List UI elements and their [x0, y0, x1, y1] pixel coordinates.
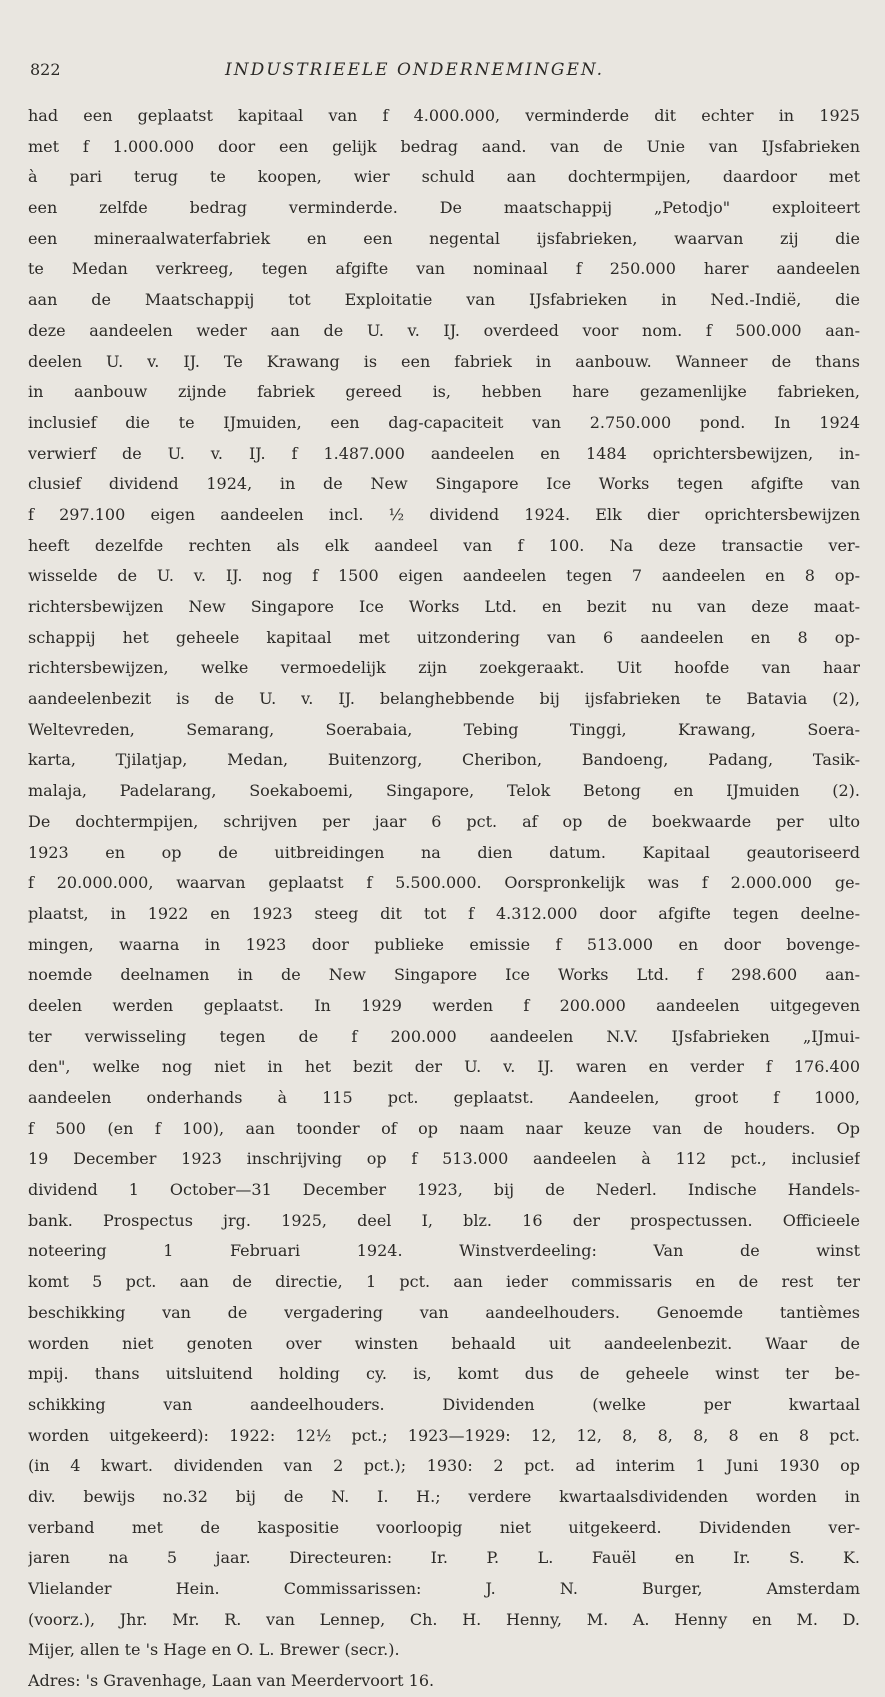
text-line: mpij. thans uitsluitend holding cy. is, komt dus de geheele winst ter be- [28, 1364, 860, 1384]
text-line: noteering 1 Februari 1924. Winstverdeeling: Van de winst [28, 1241, 860, 1261]
text-line: De dochtermpijen, schrijven per jaar 6 pct. af op de boekwaarde per ulto [28, 811, 860, 831]
text-line: deelen werden geplaatst. In 1929 werden f 200.000 aandeelen uitgegeven [28, 995, 860, 1015]
text-line: à pari terug te koopen, wier schuld aan dochtermpijen, daardoor met [28, 167, 860, 187]
text-line: een mineraalwaterfabriek en een negental ijsfabrieken, waarvan zij die [28, 228, 860, 248]
text-line: had een geplaatst kapitaal van f 4.000.000, verminderde dit echter in 1925 [28, 106, 860, 125]
text-line: f 297.100 eigen aandeelen incl. ½ dividend 1924. Elk dier oprichtersbewijzen [28, 504, 860, 524]
text-line: Vlielander Hein. Commissarissen: J. N. Burger, Amsterdam [28, 1579, 860, 1598]
text-line: bank. Prospectus jrg. 1925, deel I, blz. 16 der prospectussen. Officieele [28, 1210, 860, 1230]
text-line: verband met de kaspositie voorloopig niet uitgekeerd. Dividenden ver- [28, 1517, 860, 1537]
text-line: te Medan verkreeg, tegen afgifte van nominaal f 250.000 harer aandeelen [28, 259, 860, 279]
text-line: clusief dividend 1924, in de New Singapore Ice Works tegen afgifte van [28, 474, 860, 494]
page-header [30, 60, 830, 90]
text-line: f 20.000.000, waarvan geplaatst f 5.500.000. Oorspronkelijk was f 2.000.000 ge- [28, 873, 860, 893]
text-line: mingen, waarna in 1923 door publieke emissie f 513.000 en door bovenge- [28, 934, 860, 954]
text-line: inclusief die te IJmuiden, een dag-capaciteit van 2.750.000 pond. In 1924 [28, 412, 860, 432]
text-line: 19 December 1923 inschrijving op f 513.000 aandeelen à 112 pct., inclusief [28, 1149, 860, 1169]
text-line: (in 4 kwart. dividenden van 2 pct.); 1930: 2 pct. ad interim 1 Juni 1930 op [28, 1456, 860, 1476]
text-line: Adres: 's Gravenhage, Laan van Meerdervoort 16. [28, 1671, 435, 1691]
text-line: Weltevreden, Semarang, Soerabaia, Tebing Tinggi, Krawang, Soera- [28, 719, 860, 739]
running-title: INDUSTRIEELE ONDERNEMINGEN. [225, 60, 605, 80]
document-body [28, 101, 860, 1697]
text-line: den", welke nog niet in het bezit der U. v. IJ. waren en verder f 176.400 [28, 1057, 860, 1077]
text-line: plaatst, in 1922 en 1923 steeg dit tot f 4.312.000 door afgifte tegen deelne- [28, 903, 860, 923]
text-line: karta, Tjilatjap, Medan, Buitenzorg, Cheribon, Bandoeng, Padang, Tasik- [28, 750, 860, 770]
text-line: heeft dezelfde rechten als elk aandeel van f 100. Na deze transactie ver- [28, 535, 860, 555]
text-line: wisselde de U. v. IJ. nog f 1500 eigen aandeelen tegen 7 aandeelen en 8 op- [28, 566, 860, 586]
text-line: deze aandeelen weder aan de U. v. IJ. overdeed voor nom. f 500.000 aan- [28, 320, 860, 340]
text-line: richtersbewijzen New Singapore Ice Works Ltd. en bezit nu van deze maat- [28, 597, 860, 616]
text-line: (voorz.), Jhr. Mr. R. van Lennep, Ch. H. Henny, M. A. Henny en M. D. [28, 1609, 860, 1629]
text-line: f 500 (en f 100), aan toonder of op naam naar keuze van de houders. Op [28, 1118, 860, 1138]
text-line: aandeelen onderhands à 115 pct. geplaatst. Aandeelen, groot f 1000, [28, 1088, 860, 1107]
text-line: een zelfde bedrag verminderde. De maatschappij „Petodjo" exploiteert [28, 198, 860, 218]
text-line: dividend 1 October—31 December 1923, bij de Nederl. Indische Handels- [28, 1180, 860, 1200]
text-line: komt 5 pct. aan de directie, 1 pct. aan ieder commissaris en de rest ter [28, 1272, 860, 1292]
text-line: beschikking van de vergadering van aandeelhouders. Genoemde tantièmes [28, 1302, 860, 1322]
text-line: 1923 en op de uitbreidingen na dien datum. Kapitaal geautoriseerd [28, 842, 860, 862]
text-line: worden uitgekeerd): 1922: 12½ pct.; 1923—1929: 12, 12, 8, 8, 8, 8 en 8 pct. [28, 1425, 860, 1445]
text-line: verwierf de U. v. IJ. f 1.487.000 aandeelen en 1484 oprichtersbewijzen, in- [28, 443, 860, 463]
text-line: aan de Maatschappij tot Exploitatie van IJsfabrieken in Ned.-Indië, die [28, 290, 860, 310]
text-line: schappij het geheele kapitaal met uitzondering van 6 aandeelen en 8 op- [28, 627, 860, 647]
text-line: schikking van aandeelhouders. Dividenden (welke per kwartaal [28, 1394, 860, 1414]
text-line: jaren na 5 jaar. Directeuren: Ir. P. L. Fauël en Ir. S. K. [28, 1548, 860, 1568]
text-line: div. bewijs no.32 bij de N. I. H.; verdere kwartaalsdividenden worden in [28, 1486, 860, 1506]
text-line: malaja, Padelarang, Soekaboemi, Singapore, Telok Betong en IJmuiden (2). [28, 781, 860, 801]
text-line: deelen U. v. IJ. Te Krawang is een fabriek in aanbouw. Wanneer de thans [28, 351, 860, 371]
text-line: Mijer, allen te 's Hage en O. L. Brewer (secr.). [28, 1640, 400, 1660]
text-line: noemde deelnamen in de New Singapore Ice Works Ltd. f 298.600 aan- [28, 965, 860, 985]
text-line: worden niet genoten over winsten behaald uit aandeelenbezit. Waar de [28, 1333, 860, 1353]
text-line: richtersbewijzen, welke vermoedelijk zijn zoekgeraakt. Uit hoofde van haar [28, 658, 860, 678]
text-line: aandeelenbezit is de U. v. IJ. belanghebbende bij ijsfabrieken te Batavia (2), [28, 689, 860, 709]
page-number: 822 [30, 60, 61, 79]
text-line: in aanbouw zijnde fabriek gereed is, hebben hare gezamenlijke fabrieken, [28, 382, 860, 402]
text-line: met f 1.000.000 door een gelijk bedrag aand. van de Unie van IJsfabrieken [28, 136, 860, 156]
text-line: ter verwisseling tegen de f 200.000 aandeelen N.V. IJsfabrieken „IJmui- [28, 1026, 860, 1046]
